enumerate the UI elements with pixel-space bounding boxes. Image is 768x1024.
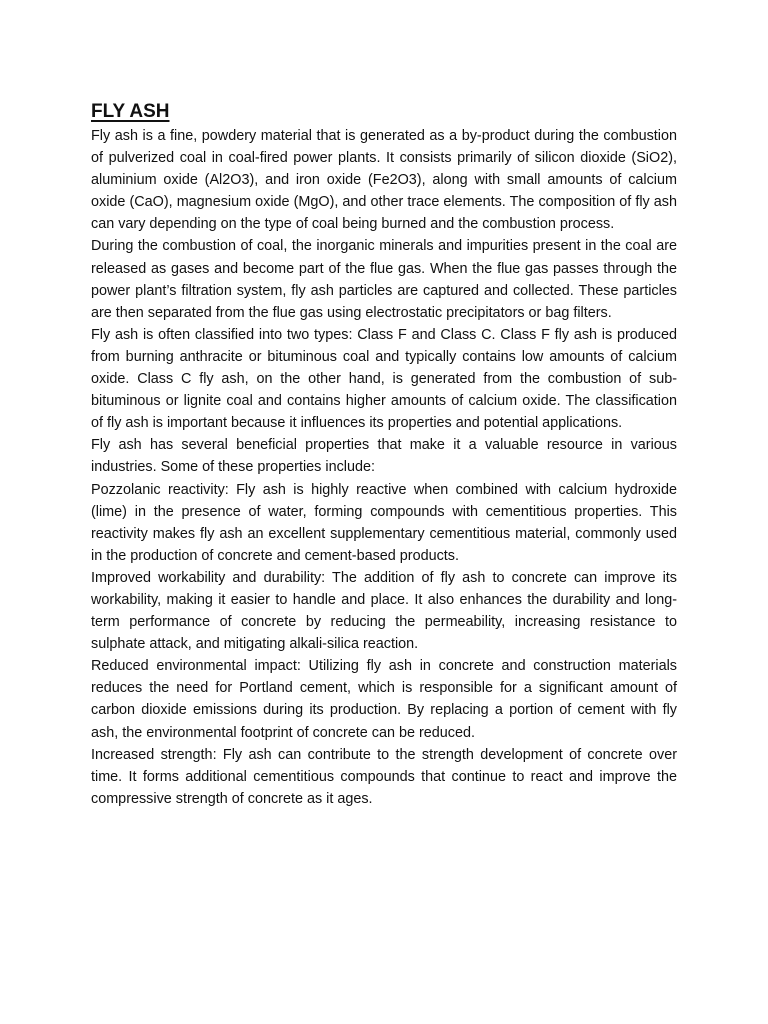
paragraph-pozzolanic-reactivity: Pozzolanic reactivity: Fly ash is highly reactive when combined with calcium hydroxide (lime) in the presence of water, forming compounds with cementitious properties. This reactivity makes fly ash an excellent supplementary cementitious material, commonly used in the production of concrete and cement-based products.: [91, 481, 677, 564]
paragraph-environmental-impact: Reduced environmental impact: Utilizing fly ash in concrete and construction materials reduces the need for Portland cement, which is responsible for a significant amount of carbon dioxide emissions during its production. By replacing a portion of cement with fly ash, the environmental footprint of concrete can be reduced.: [91, 658, 677, 741]
document-page: [91, 99, 677, 810]
paragraph-definition: Fly ash is a fine, powdery material that is generated as a by-product during the combustion of pulverized coal in coal-fired power plants. It consists primarily of silicon dioxide (SiO2), aluminium oxide (Al2O3), and iron oxide (Fe2O3), along with small amounts of calcium oxide (CaO), magnesium oxide (MgO), and other trace elements. The composition of fly ash can vary depending on the type of coal being burned and the combustion process.: [91, 128, 677, 233]
paragraph-increased-strength: Increased strength: Fly ash can contribute to the strength development of concrete over time. It forms additional cementitious compounds that continue to react and improve the compressive strength of concrete as it ages.: [91, 746, 677, 807]
paragraph-properties-intro: Fly ash has several beneficial properties that make it a valuable resource in various industries. Some of these properties include:: [91, 437, 677, 476]
paragraph-formation: During the combustion of coal, the inorganic minerals and impurities present in the coal are released as gases and become part of the flue gas. When the flue gas passes through the power plant’s filtration system, fly ash particles are captured and collected. These particles are then separated from the flue gas using electrostatic precipitators or bag filters.: [91, 238, 677, 321]
paragraph-workability-durability: Improved workability and durability: The addition of fly ash to concrete can improve its workability, making it easier to handle and place. It also enhances the durability and long-term performance of concrete by reducing the permeability, increasing resistance to sulphate attack, and mitigating alkali-silica reaction.: [91, 569, 677, 653]
paragraph-classification: Fly ash is often classified into two types: Class F and Class C. Class F fly ash is produced from burning anthracite or bituminous coal and typically contains low amounts of calcium oxide. Class C fly ash, on the other hand, is generated from the combustion of sub-bituminous or lignite coal and contains higher amounts of calcium oxide. The classification of fly ash is important because it influences its properties and potential applications.: [91, 326, 677, 432]
document-title: FLY ASH: [91, 101, 170, 122]
